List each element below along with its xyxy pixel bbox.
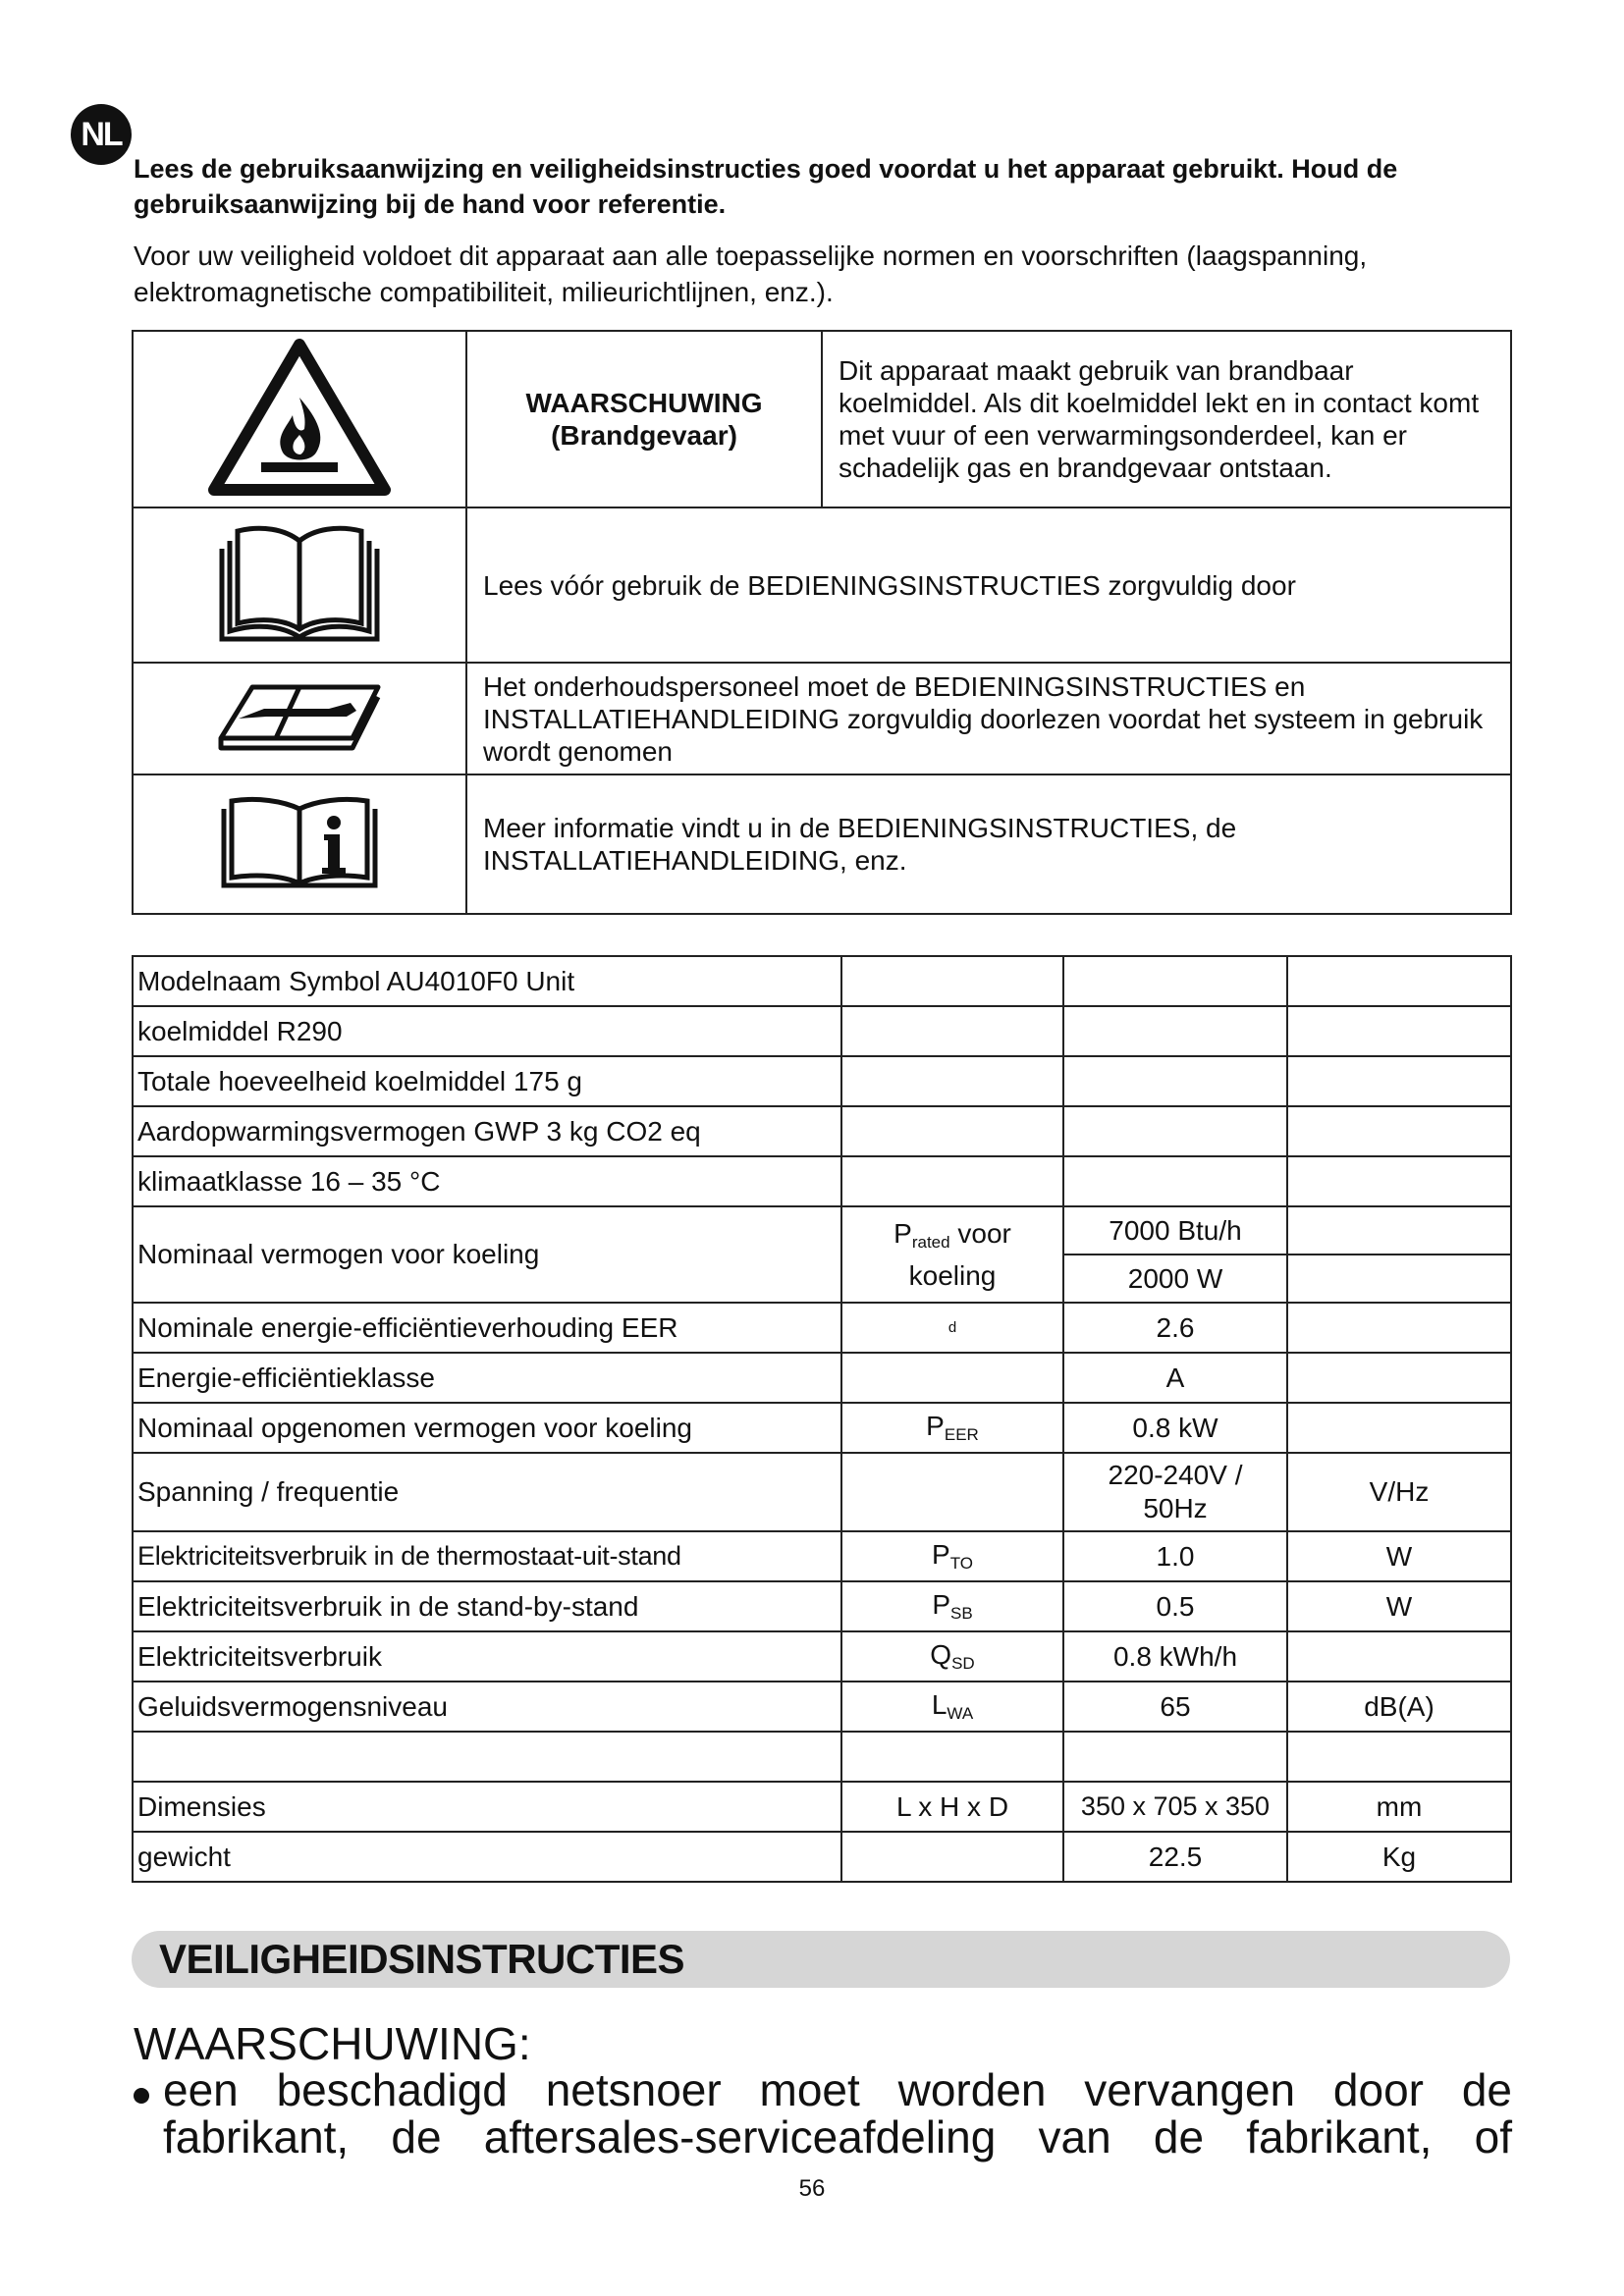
table-row [133,1206,1511,1255]
spec-sound-label: Geluidsvermogensniveau [133,1682,841,1732]
table-row [133,1732,1511,1782]
spec-voltage-value: 220-240V / 50Hz [1063,1453,1287,1531]
spec-energy-class-value: A [1063,1353,1287,1403]
spec-climate: klimaatklasse 16 – 35 °C [133,1156,841,1206]
spec-energy-class-label: Energie-efficiëntieklasse [133,1353,841,1403]
safety-warning-title: WAARSCHUWING: [134,2018,531,2069]
spec-standby-symbol: $P_{SB}$ [841,1581,1063,1631]
safety-bullet-line-1: een beschadigd netsnoer moet worden vervangen door de [163,2064,1512,2115]
safety-section-heading: VEILIGHEIDSINSTRUCTIES [132,1931,1510,1988]
spec-thermostat-off-value: 1.0 [1063,1531,1287,1581]
spec-consumption-symbol: $Q_{SD}$ [841,1631,1063,1682]
spec-standby-value: 0.5 [1063,1581,1287,1631]
spec-dimensions-value: 350 x 705 x 350 [1063,1782,1287,1832]
manual-text: Lees vóór gebruik de BEDIENINGSINSTRUCTIES zorgvuldig door [466,507,1511,663]
spec-cooling-btu: 7000 Btu/h [1063,1206,1287,1255]
spec-weight-label: gewicht [133,1832,841,1882]
intro-text: Voor uw veiligheid voldoet dit apparaat aan alle toepasselijke normen en voorschriften (laagspanning, elektromagnetische compatibiliteit, milieurichtlijnen, enz.). [134,240,1368,307]
table-row [133,1453,1511,1531]
spec-power-input-symbol: $P_{EER}$ [841,1403,1063,1453]
table-row [133,1682,1511,1732]
spec-voltage-label: Spanning / frequentie [133,1453,841,1531]
table-row [133,1106,1511,1156]
info-icon-cell [133,774,466,914]
spec-weight-unit: Kg [1287,1832,1511,1882]
service-icon-cell [133,663,466,774]
spec-weight-value: 22.5 [1063,1832,1287,1882]
spec-consumption-value: 0.8 kWh/h [1063,1631,1287,1682]
service-text: Het onderhoudspersoneel moet de BEDIENINGSINSTRUCTIES en INSTALLATIEHANDLEIDING zorgvuldig doorlezen voordat het systeem in gebruik wordt genomen [466,663,1511,774]
warning-label-cell [466,331,822,507]
spec-sound-unit: dB(A) [1287,1682,1511,1732]
spec-eer-label: Nominale energie-efficiëntieverhouding EER [133,1303,841,1353]
table-row [133,1006,1511,1056]
safety-bullet-line-2: fabrikant, de aftersales-serviceafdeling van de fabrikant, of [163,2111,1512,2163]
spec-standby-label: Elektriciteitsverbruik in de stand-by-stand [133,1581,841,1631]
spec-eer-value: 2.6 [1063,1303,1287,1353]
table-row [133,1056,1511,1106]
table-row [133,1353,1511,1403]
warning-text: Dit apparaat maakt gebruik van brandbaar koelmiddel. Als dit koelmiddel lekt en in contact komt met vuur of een verwarmingsonderdeel, kan er schadelijk gas en brandgevaar ontstaan. [822,331,1511,507]
service-manual-icon [213,679,386,754]
manual-icon-cell [133,507,466,663]
spec-total-refrigerant: Totale hoeveelheid koelmiddel 175 g [133,1056,841,1106]
table-row [133,1832,1511,1882]
info-manual-icon [218,795,381,889]
spec-power-input-value: 0.8 kW [1063,1403,1287,1453]
spec-eer-symbol: d [841,1303,1063,1353]
intro-bold-text: Lees de gebruiksaanwijzing en veiligheidsinstructies goed voordat u het apparaat gebruikt. Houd de gebruiksaanwijzing bij de hand voor referentie. [134,154,1398,219]
table-row [133,1403,1511,1453]
spec-cooling-label: Nominaal vermogen voor koeling [133,1206,841,1303]
table-row [133,1581,1511,1631]
spec-table [132,955,1512,1883]
table-row [133,1156,1511,1206]
spec-dimensions-unit: mm [1287,1782,1511,1832]
table-row [133,1531,1511,1581]
spec-voltage-unit: V/Hz [1287,1453,1511,1531]
language-badge: NL [71,104,132,165]
spec-thermostat-off-symbol: $P_{TO}$ [841,1531,1063,1581]
spec-cooling-symbol: $P_{rated}$ voor koeling [841,1206,1063,1303]
spec-dimensions-label: Dimensies [133,1782,841,1832]
spec-standby-unit: W [1287,1581,1511,1631]
spec-thermostat-off-label: Elektriciteitsverbruik in de thermostaat-uit-stand [133,1531,841,1581]
spec-power-input-label: Nominaal opgenomen vermogen voor koeling [133,1403,841,1453]
warning-subtitle: (Brandgevaar) [551,420,737,451]
open-book-icon [216,519,383,647]
spec-thermostat-off-unit: W [1287,1531,1511,1581]
bullet-icon [134,2088,149,2104]
warning-title: WAARSCHUWING [525,388,763,418]
spec-cooling-watt: 2000 W [1063,1255,1287,1303]
table-row [133,956,1511,1006]
symbols-table [132,330,1512,915]
spec-sound-value: 65 [1063,1682,1287,1732]
info-text: Meer informatie vindt u in de BEDIENINGSINSTRUCTIES, de INSTALLATIEHANDLEIDING, enz. [466,774,1511,914]
page-number: 56 [798,2175,826,2202]
spec-model: Modelnaam Symbol AU4010F0 Unit [133,956,841,1006]
spec-dimensions-symbol: L x H x D [841,1782,1063,1832]
table-row [133,1303,1511,1353]
spec-consumption-label: Elektriciteitsverbruik [133,1631,841,1682]
flammable-warning-icon [208,339,391,496]
table-row [133,1631,1511,1682]
spec-gwp: Aardopwarmingsvermogen GWP 3 kg CO2 eq [133,1106,841,1156]
spec-refrigerant: koelmiddel R290 [133,1006,841,1056]
flammable-warning-cell [133,331,466,507]
table-row [133,1782,1511,1832]
spec-sound-symbol: $L_{WA}$ [841,1682,1063,1732]
